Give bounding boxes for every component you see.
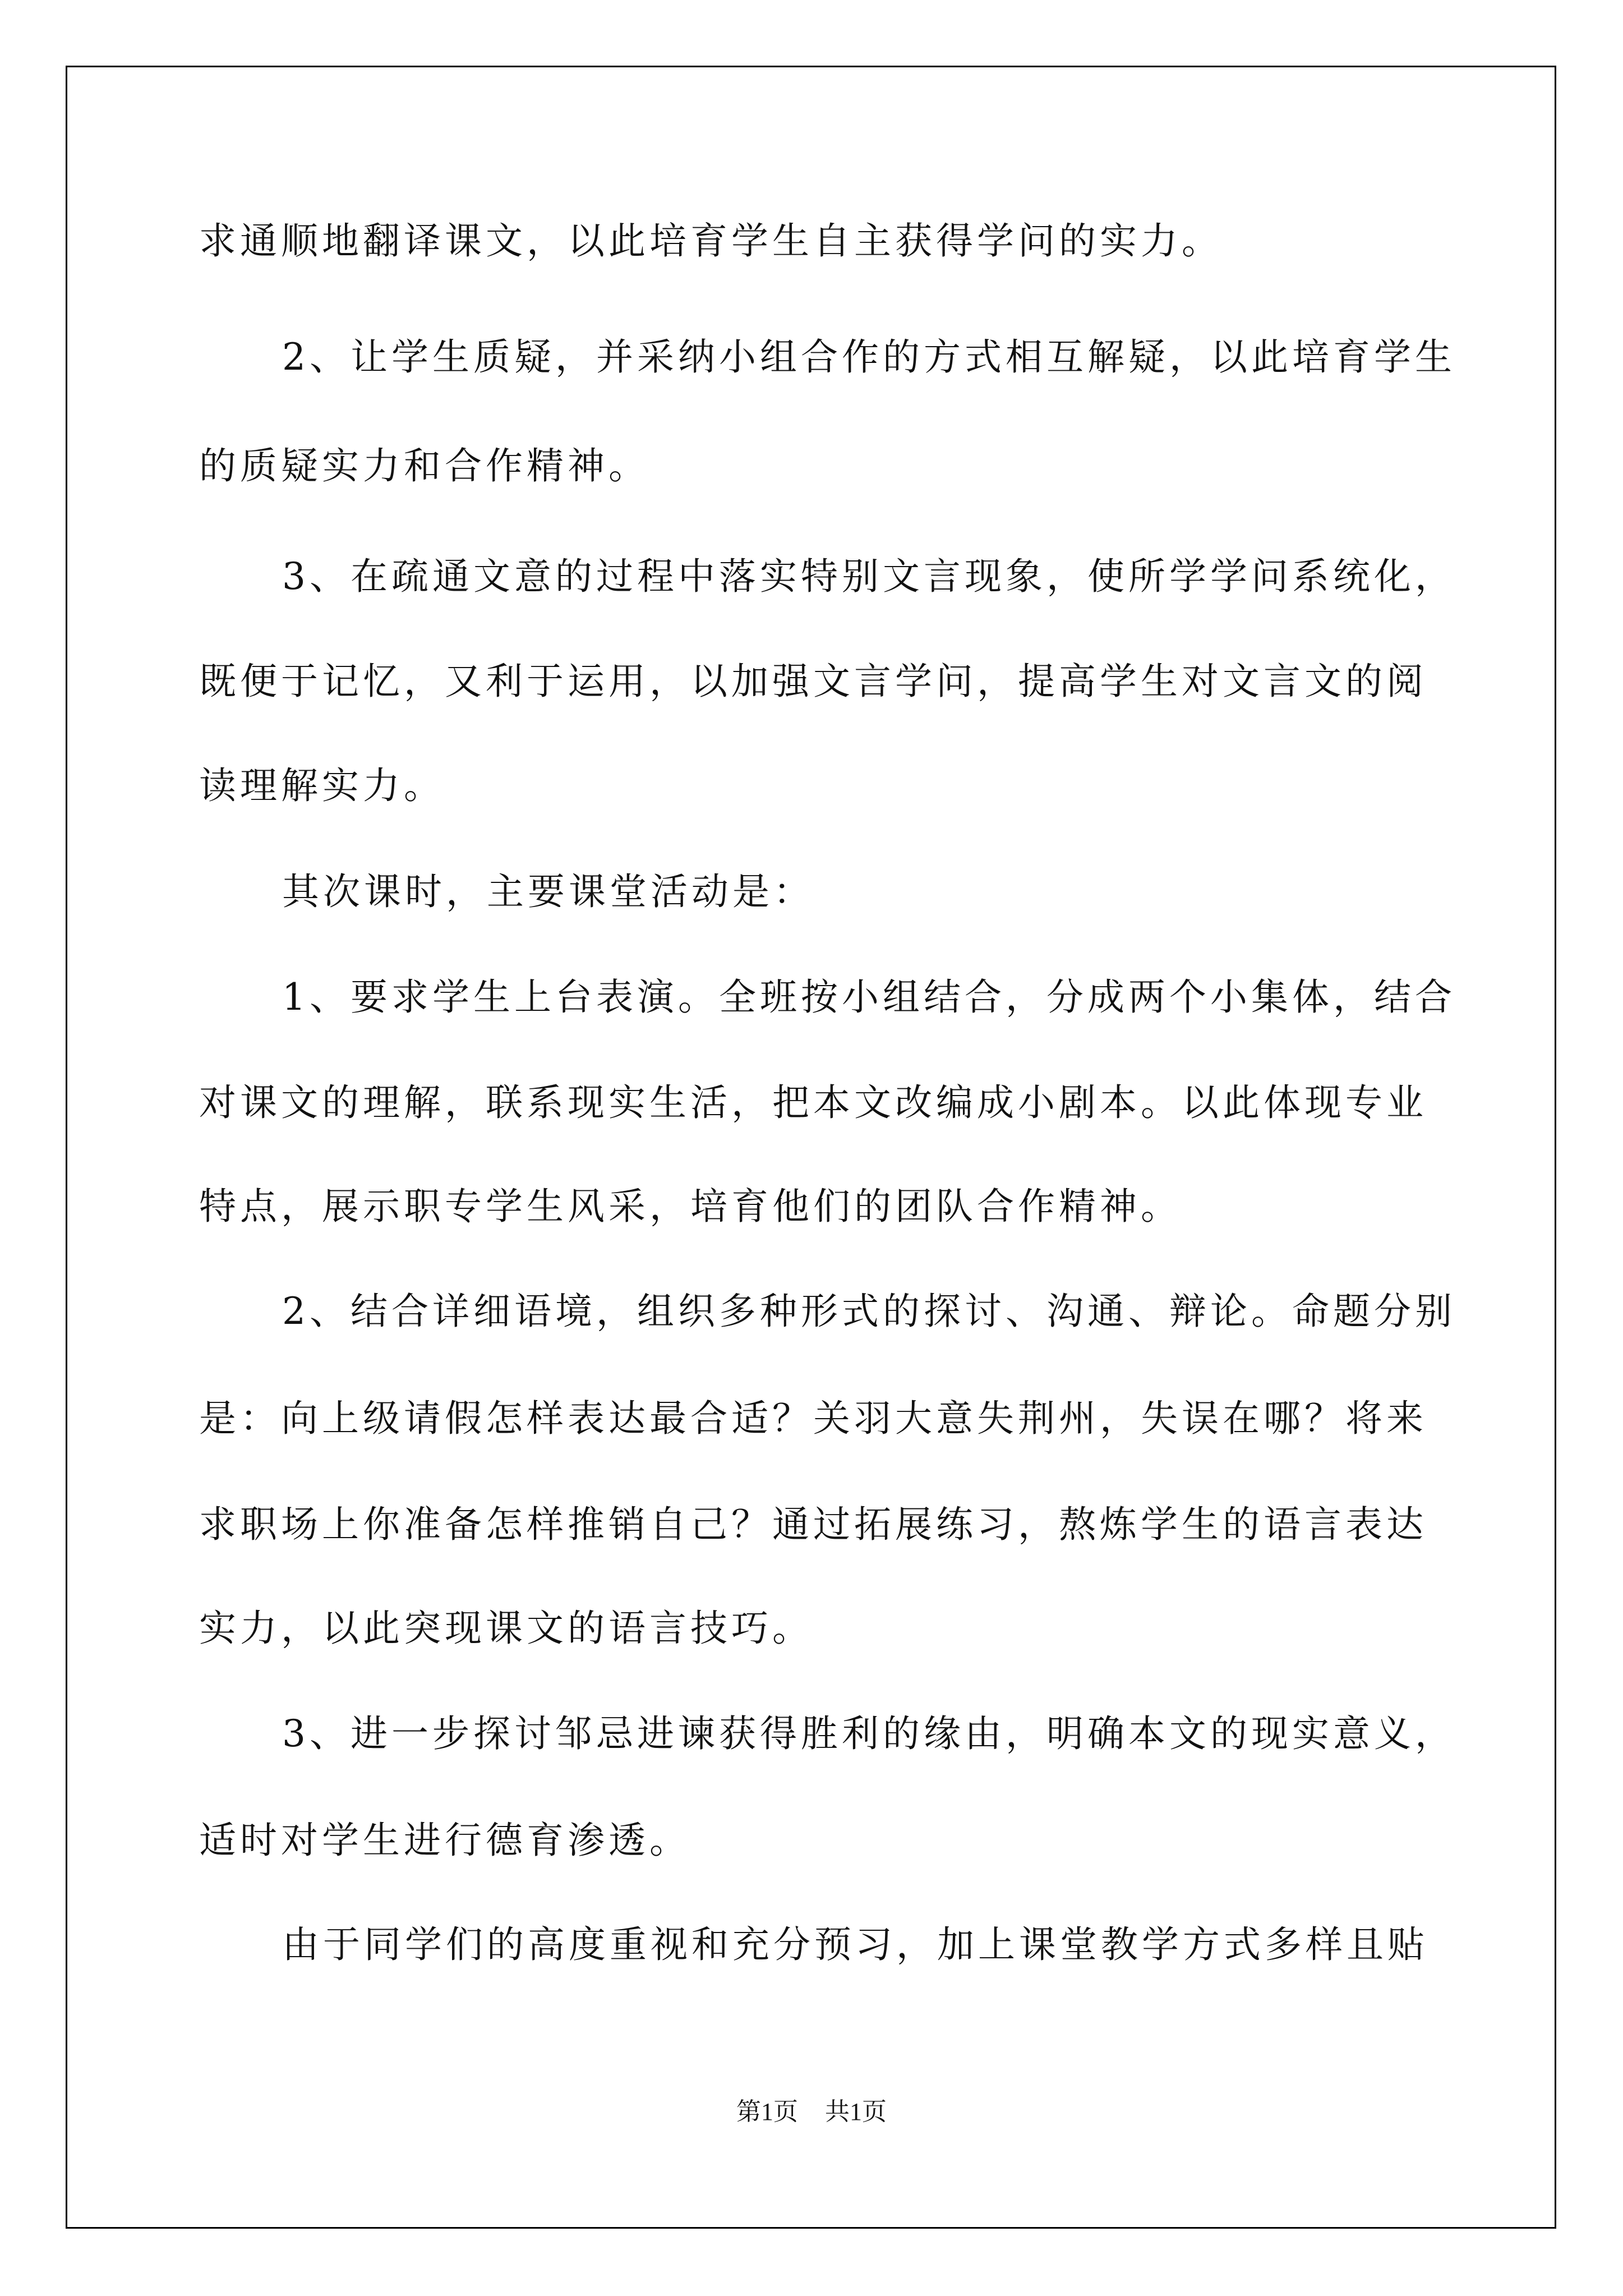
text-line: 特点，展示职专学生风采，培育他们的团队合作精神。 xyxy=(199,1185,1182,1228)
text-line: 2、结合详细语境，组织多种形式的探讨、沟通、辩论。命题分别 xyxy=(282,1290,1456,1333)
text-line: 对课文的理解，联系现实生活，把本文改编成小剧本。以此体现专业 xyxy=(199,1081,1427,1124)
text-line: 3、在疏通文意的过程中落实特别文言现象，使所学学问系统化， xyxy=(282,555,1456,598)
text-line: 其次课时，主要课堂活动是： xyxy=(282,870,814,913)
text-line: 求通顺地翻译课文，以此培育学生自主获得学问的实力。 xyxy=(199,219,1223,263)
text-line: 读理解实力。 xyxy=(199,764,445,807)
text-line: 2、让学生质疑，并采纳小组合作的方式相互解疑，以此培育学生 xyxy=(282,335,1456,379)
text-line: 既便于记忆，又利于运用，以加强文言学问，提高学生对文言文的阅 xyxy=(199,660,1427,703)
page-number: 第1页 xyxy=(736,2098,798,2125)
text-line: 3、进一步探讨邹忌进谏获得胜利的缘由，明确本文的现实意义， xyxy=(282,1712,1456,1755)
text-line: 是：向上级请假怎样表达最合适？关羽大意失荆州，失误在哪？将来 xyxy=(199,1397,1427,1440)
page-border xyxy=(66,66,1556,2229)
text-line: 的质疑实力和合作精神。 xyxy=(199,444,649,487)
text-line: 1、要求学生上台表演。全班按小组结合，分成两个小集体，结合 xyxy=(282,976,1456,1019)
text-line: 适时对学生进行德育渗透。 xyxy=(199,1819,690,1862)
page-total: 共1页 xyxy=(825,2098,887,2125)
text-line: 求职场上你准备怎样推销自己？通过拓展练习，熬炼学生的语言表达 xyxy=(199,1503,1427,1546)
page-footer xyxy=(0,2091,1623,2127)
text-line: 实力，以此突现课文的语言技巧。 xyxy=(199,1607,813,1650)
text-line: 由于同学们的高度重视和充分预习，加上课堂教学方式多样且贴 xyxy=(282,1923,1428,1966)
